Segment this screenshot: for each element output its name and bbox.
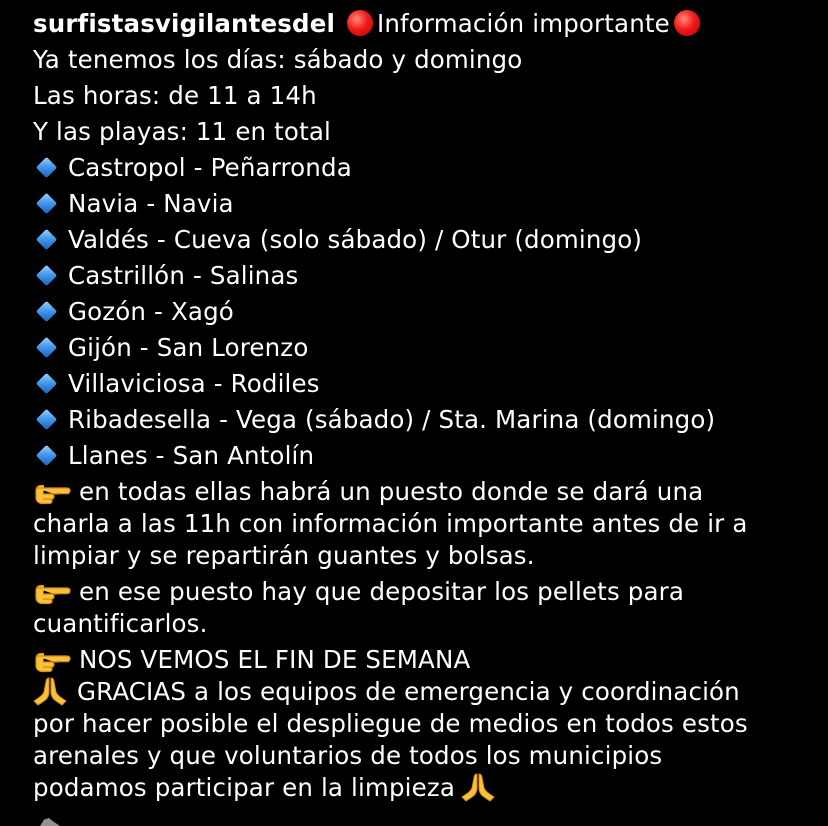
thanks-line: podamos participar en la limpieza	[33, 773, 456, 802]
thanks-line: GRACIAS a los equipos de emergencia y coordinación	[77, 677, 740, 706]
beach-list-item-text: Llanes - San Antolín	[68, 441, 315, 470]
blue-diamond-icon	[33, 226, 60, 253]
hours-text: Las horas: de 11 a 14h	[33, 81, 317, 110]
headline-text: Información importante	[376, 9, 670, 38]
beach-list-item	[33, 366, 808, 402]
thanks-line: por hacer posible el despliegue de medios en todos estos	[33, 709, 748, 738]
note-paragraph	[33, 476, 808, 572]
thanks-paragraph	[33, 676, 808, 804]
note-paragraph	[33, 644, 808, 676]
blue-diamond-icon	[33, 154, 60, 181]
blue-diamond-icon	[33, 406, 60, 433]
beaches-count-text: Y las playas: 11 en total	[33, 117, 331, 146]
beach-list-item-text: Castrillón - Salinas	[68, 261, 299, 290]
beach-list-item-text: Ribadesella - Vega (sábado) / Sta. Marina (domingo)	[68, 405, 716, 434]
beach-list-item-text: Villaviciosa - Rodiles	[68, 369, 320, 398]
beach-list-item-text: Gozón - Xagó	[68, 297, 234, 326]
pointing-right-icon	[33, 647, 71, 673]
blue-diamond-icon	[33, 190, 60, 217]
beach-list-item	[33, 402, 808, 438]
folded-hands-icon	[33, 676, 67, 706]
days-text: Ya tenemos los días: sábado y domingo	[33, 45, 523, 74]
beach-list-item	[33, 330, 808, 366]
beach-list-item	[33, 150, 808, 186]
folded-hands-icon	[461, 772, 495, 802]
beach-list-item	[33, 186, 808, 222]
beach-list-item-text: Navia - Navia	[68, 189, 234, 218]
pointing-right-icon	[33, 579, 71, 605]
note-line: en ese puesto hay que depositar los pellets para	[79, 577, 685, 606]
note-line: NOS VEMOS EL FIN DE SEMANA	[79, 645, 471, 674]
red-circle-icon	[674, 10, 700, 36]
beach-list-item-text: Castropol - Peñarronda	[68, 153, 352, 182]
blue-diamond-icon	[33, 298, 60, 325]
note-line: en todas ellas habrá un puesto donde se dará una	[79, 477, 704, 506]
beach-list-item	[33, 438, 808, 474]
beach-list-item-text: Valdés - Cueva (solo sábado) / Otur (domingo)	[68, 225, 643, 254]
note-line: charla a las 11h con información importante antes de ir a	[33, 509, 748, 538]
red-circle-icon	[347, 10, 373, 36]
caption-header	[33, 6, 808, 42]
username-link[interactable]: surfistasvigilantesdel	[33, 9, 336, 38]
blue-diamond-icon	[33, 442, 60, 469]
blue-diamond-icon	[33, 262, 60, 289]
note-paragraph	[33, 576, 808, 640]
cropped-next-line-glyph	[40, 818, 60, 826]
beach-list-item	[33, 258, 808, 294]
thanks-line: arenales y que voluntarios de todos los municipios	[33, 741, 663, 770]
beach-list-item-text: Gijón - San Lorenzo	[68, 333, 309, 362]
beach-list-item	[33, 222, 808, 258]
blue-diamond-icon	[33, 370, 60, 397]
beach-list-item	[33, 294, 808, 330]
note-line: cuantificarlos.	[33, 609, 208, 638]
pointing-right-icon	[33, 479, 71, 505]
note-line: limpiar y se repartirán guantes y bolsas.	[33, 541, 535, 570]
blue-diamond-icon	[33, 334, 60, 361]
